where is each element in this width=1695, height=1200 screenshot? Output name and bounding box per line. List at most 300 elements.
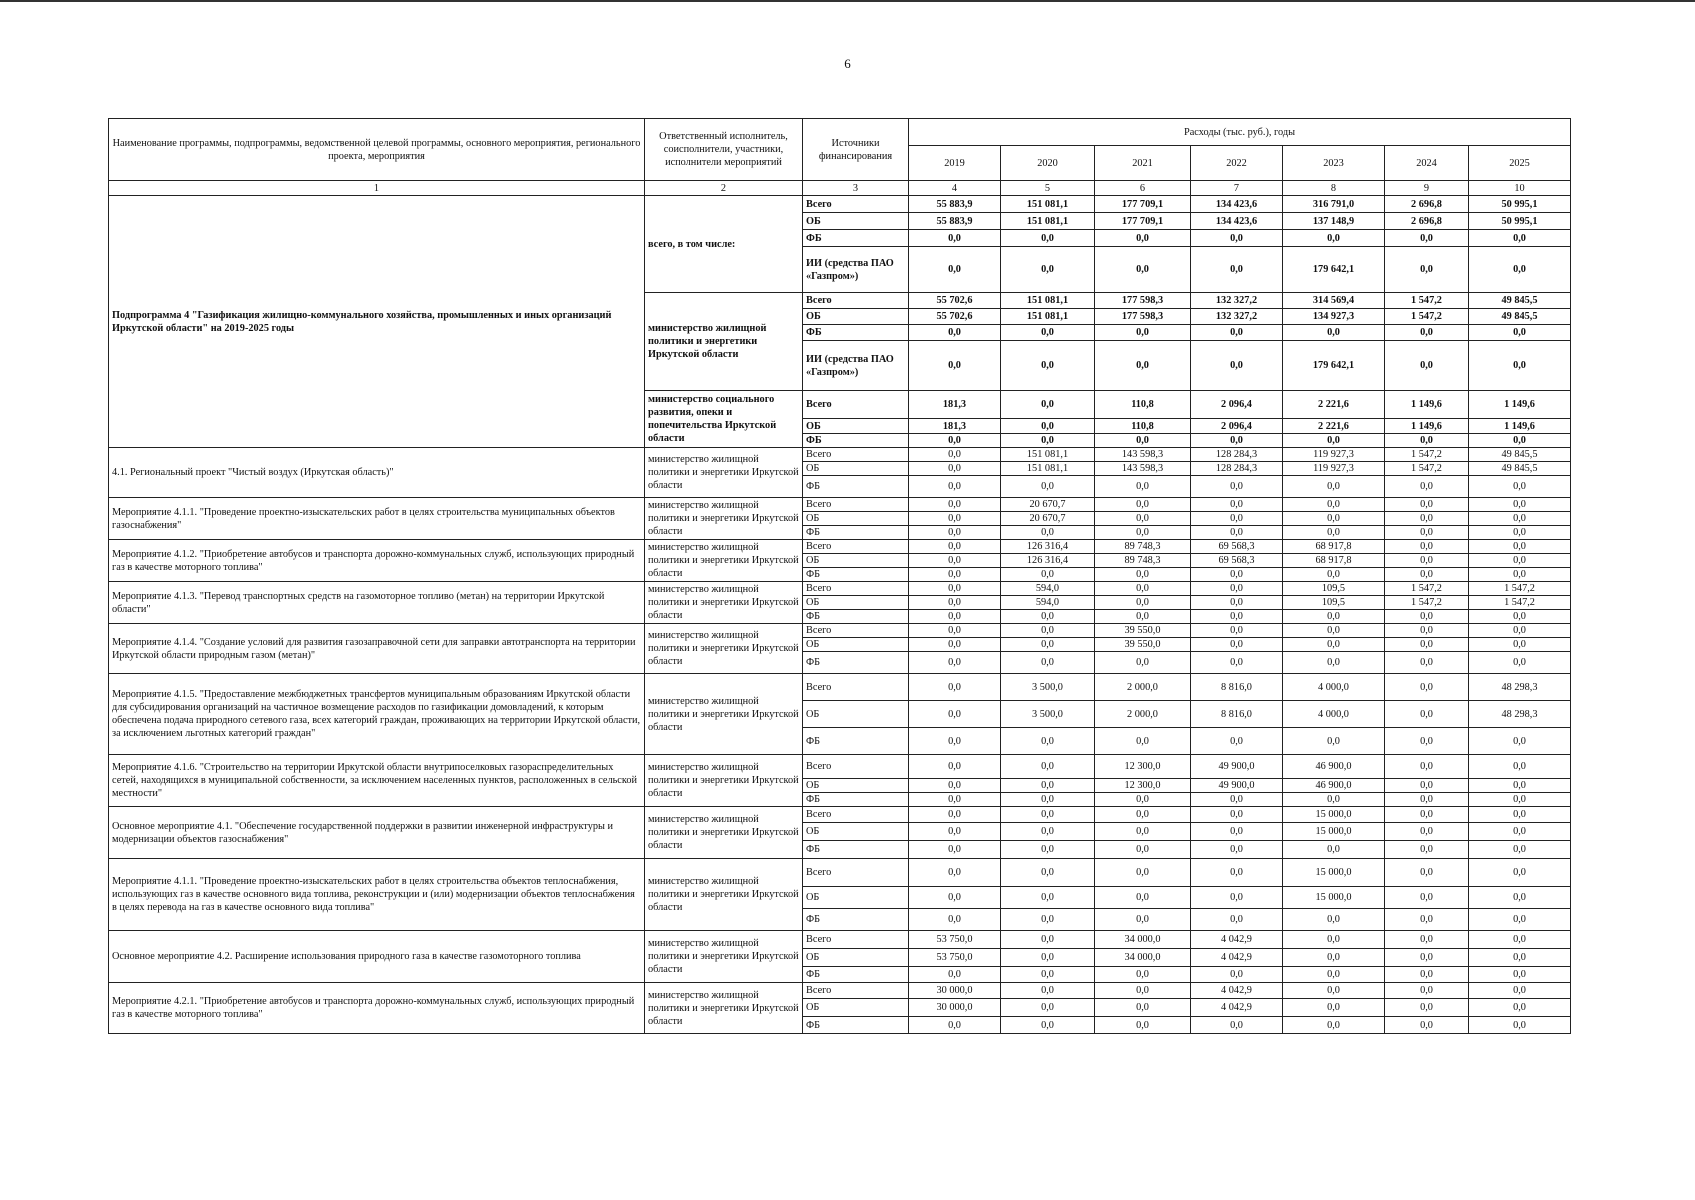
expense-value: 0,0 (1095, 341, 1191, 391)
table-body (109, 196, 1571, 1034)
expense-value: 0,0 (1385, 526, 1469, 540)
expense-value: 12 300,0 (1095, 779, 1191, 793)
expense-value: 0,0 (1283, 476, 1385, 498)
expense-value: 0,0 (1191, 512, 1283, 526)
column-number: 3 (803, 181, 909, 196)
funding-source: Всего (803, 674, 909, 701)
expense-value: 0,0 (1469, 341, 1571, 391)
funding-source: ОБ (803, 779, 909, 793)
responsible-executor: министерство жилищной политики и энергетики Иркутской области (645, 931, 803, 983)
expense-value: 0,0 (1095, 325, 1191, 341)
expense-value: 4 042,9 (1191, 999, 1283, 1017)
expense-value: 0,0 (1095, 434, 1191, 448)
expense-value: 0,0 (1191, 841, 1283, 859)
expense-value: 0,0 (1385, 859, 1469, 887)
expense-value: 0,0 (1001, 755, 1095, 779)
column-number: 4 (909, 181, 1001, 196)
expense-value: 0,0 (1283, 793, 1385, 807)
column-number: 7 (1191, 181, 1283, 196)
expense-value: 50 995,1 (1469, 213, 1571, 230)
expense-value: 0,0 (1283, 624, 1385, 638)
expense-value: 0,0 (1191, 498, 1283, 512)
funding-source: ФБ (803, 325, 909, 341)
expense-value: 151 081,1 (1001, 196, 1095, 213)
expense-value: 39 550,0 (1095, 624, 1191, 638)
expense-value: 0,0 (909, 230, 1001, 247)
header-source: Источники финансирования (803, 119, 909, 181)
header-year: 2019 (909, 146, 1001, 181)
expense-value: 119 927,3 (1283, 448, 1385, 462)
header-column-numbers (109, 181, 1571, 196)
top-rule (0, 0, 1695, 2)
responsible-executor: министерство жилищной политики и энергетики Иркутской области (645, 624, 803, 674)
expense-value: 0,0 (1095, 823, 1191, 841)
expense-value: 137 148,9 (1283, 213, 1385, 230)
expense-value: 0,0 (1095, 999, 1191, 1017)
expense-value: 0,0 (1385, 887, 1469, 909)
expense-value: 4 000,0 (1283, 701, 1385, 728)
funding-source: ОБ (803, 596, 909, 610)
expense-value: 0,0 (1283, 728, 1385, 755)
expense-value: 49 845,5 (1469, 448, 1571, 462)
expense-value: 0,0 (1283, 512, 1385, 526)
expense-value: 0,0 (1283, 1017, 1385, 1034)
table-row (109, 807, 1571, 823)
expense-value: 0,0 (909, 526, 1001, 540)
expense-value: 0,0 (1001, 909, 1095, 931)
funding-source: ОБ (803, 512, 909, 526)
expense-value: 0,0 (1095, 652, 1191, 674)
expense-value: 151 081,1 (1001, 213, 1095, 230)
column-number: 9 (1385, 181, 1469, 196)
expense-value: 30 000,0 (909, 999, 1001, 1017)
responsible-executor: министерство жилищной политики и энергетики Иркутской области (645, 498, 803, 540)
expense-value: 0,0 (1001, 230, 1095, 247)
funding-source: ФБ (803, 526, 909, 540)
header-year: 2021 (1095, 146, 1191, 181)
expense-value: 49 845,5 (1469, 462, 1571, 476)
program-name: Мероприятие 4.2.1. "Приобретение автобусов и транспорта дорожно-коммунальных служб, использующих природный газ в качестве моторного топлива" (109, 983, 645, 1034)
expense-value: 0,0 (1385, 807, 1469, 823)
expense-value: 0,0 (1095, 582, 1191, 596)
expense-value: 0,0 (1191, 434, 1283, 448)
expense-value: 0,0 (1001, 779, 1095, 793)
expense-value: 0,0 (1469, 325, 1571, 341)
expense-value: 181,3 (909, 419, 1001, 434)
funding-source: Всего (803, 391, 909, 419)
expense-value: 179 642,1 (1283, 247, 1385, 293)
funding-source: ОБ (803, 887, 909, 909)
expense-value: 0,0 (1001, 859, 1095, 887)
expense-value: 0,0 (1001, 793, 1095, 807)
column-number: 8 (1283, 181, 1385, 196)
expense-value: 0,0 (1191, 596, 1283, 610)
expense-value: 0,0 (1191, 887, 1283, 909)
funding-source: ОБ (803, 949, 909, 967)
expense-value: 69 568,3 (1191, 540, 1283, 554)
expense-value: 0,0 (1001, 983, 1095, 999)
expense-value: 1 149,6 (1385, 391, 1469, 419)
expense-value: 55 883,9 (909, 213, 1001, 230)
expense-value: 0,0 (1469, 999, 1571, 1017)
funding-source: ОБ (803, 638, 909, 652)
expense-value: 0,0 (1191, 652, 1283, 674)
expense-value: 0,0 (1095, 247, 1191, 293)
expense-value: 143 598,3 (1095, 462, 1191, 476)
program-name: Основное мероприятие 4.2. Расширение использования природного газа в качестве газомоторного топлива (109, 931, 645, 983)
header-responsible: Ответственный исполнитель, соисполнители, участники, исполнители мероприятий (645, 119, 803, 181)
expense-value: 0,0 (909, 652, 1001, 674)
expense-value: 0,0 (909, 596, 1001, 610)
expense-value: 0,0 (1283, 983, 1385, 999)
expense-value: 0,0 (1469, 512, 1571, 526)
expense-value: 4 000,0 (1283, 674, 1385, 701)
expense-value: 0,0 (1191, 610, 1283, 624)
expense-value: 0,0 (1385, 841, 1469, 859)
expense-value: 0,0 (1469, 859, 1571, 887)
expense-value: 0,0 (1001, 624, 1095, 638)
expense-value: 0,0 (1095, 610, 1191, 624)
expense-value: 0,0 (1001, 887, 1095, 909)
funding-source: ФБ (803, 728, 909, 755)
expense-value: 0,0 (909, 325, 1001, 341)
expense-value: 0,0 (1191, 638, 1283, 652)
column-number: 2 (645, 181, 803, 196)
expense-value: 0,0 (1095, 1017, 1191, 1034)
funding-source: Всего (803, 859, 909, 887)
expense-value: 181,3 (909, 391, 1001, 419)
expense-value: 2 000,0 (1095, 674, 1191, 701)
expense-value: 3 500,0 (1001, 674, 1095, 701)
expense-value: 0,0 (1095, 230, 1191, 247)
expense-value: 126 316,4 (1001, 554, 1095, 568)
expense-value: 0,0 (1095, 526, 1191, 540)
expense-value: 0,0 (1385, 476, 1469, 498)
expense-value: 30 000,0 (909, 983, 1001, 999)
program-name: 4.1. Региональный проект "Чистый воздух (Иркутская область)" (109, 448, 645, 498)
expense-value: 151 081,1 (1001, 462, 1095, 476)
expense-value: 34 000,0 (1095, 931, 1191, 949)
funding-source: Всего (803, 498, 909, 512)
funding-source: Всего (803, 807, 909, 823)
funding-source: Всего (803, 931, 909, 949)
expense-value: 0,0 (1283, 638, 1385, 652)
expense-value: 0,0 (909, 887, 1001, 909)
expense-value: 0,0 (909, 823, 1001, 841)
expense-value: 0,0 (1095, 887, 1191, 909)
expense-value: 134 423,6 (1191, 213, 1283, 230)
expense-value: 0,0 (1385, 793, 1469, 807)
expense-value: 0,0 (909, 909, 1001, 931)
expense-value: 0,0 (1283, 931, 1385, 949)
expense-value: 68 917,8 (1283, 554, 1385, 568)
expense-value: 15 000,0 (1283, 887, 1385, 909)
expense-value: 316 791,0 (1283, 196, 1385, 213)
expense-value: 314 569,4 (1283, 293, 1385, 309)
expense-value: 0,0 (1283, 841, 1385, 859)
expense-value: 0,0 (1191, 325, 1283, 341)
responsible-executor: министерство жилищной политики и энергетики Иркутской области (645, 755, 803, 807)
expense-value: 55 702,6 (909, 293, 1001, 309)
expense-value: 0,0 (1191, 624, 1283, 638)
expense-value: 0,0 (1469, 610, 1571, 624)
expense-value: 0,0 (1469, 823, 1571, 841)
table-row (109, 931, 1571, 949)
expense-value: 0,0 (1385, 554, 1469, 568)
table-row (109, 448, 1571, 462)
expense-value: 0,0 (1001, 638, 1095, 652)
expense-value: 1 547,2 (1385, 582, 1469, 596)
expense-value: 0,0 (1191, 967, 1283, 983)
expense-value: 0,0 (1283, 325, 1385, 341)
expense-value: 0,0 (1385, 247, 1469, 293)
expense-value: 0,0 (1385, 568, 1469, 582)
table-row (109, 755, 1571, 779)
expense-value: 0,0 (909, 554, 1001, 568)
expense-value: 0,0 (1469, 230, 1571, 247)
table-row (109, 582, 1571, 596)
expense-value: 68 917,8 (1283, 540, 1385, 554)
expense-value: 0,0 (1095, 596, 1191, 610)
funding-source: Всего (803, 624, 909, 638)
expense-value: 0,0 (1191, 1017, 1283, 1034)
responsible-executor: министерство жилищной политики и энергетики Иркутской области (645, 983, 803, 1034)
funding-source: Всего (803, 582, 909, 596)
expense-value: 0,0 (1385, 1017, 1469, 1034)
column-number: 5 (1001, 181, 1095, 196)
responsible-executor: министерство социального развития, опеки и попечительства Иркутской области (645, 391, 803, 448)
funding-source: ФБ (803, 230, 909, 247)
expense-value: 15 000,0 (1283, 823, 1385, 841)
expense-value: 0,0 (1191, 247, 1283, 293)
expense-value: 0,0 (909, 498, 1001, 512)
header-year: 2024 (1385, 146, 1469, 181)
expense-value: 128 284,3 (1191, 462, 1283, 476)
expense-value: 0,0 (1385, 610, 1469, 624)
funding-source: ОБ (803, 554, 909, 568)
expense-value: 0,0 (1001, 652, 1095, 674)
responsible-executor: всего, в том числе: (645, 196, 803, 293)
expense-value: 0,0 (1469, 983, 1571, 999)
table-row (109, 674, 1571, 701)
expense-value: 0,0 (909, 674, 1001, 701)
program-name: Мероприятие 4.1.2. "Приобретение автобусов и транспорта дорожно-коммунальных служб, использующих природный газ в качестве моторного топлива" (109, 540, 645, 582)
expense-value: 177 709,1 (1095, 213, 1191, 230)
expense-value: 49 845,5 (1469, 293, 1571, 309)
expense-value: 0,0 (1385, 909, 1469, 931)
expense-value: 0,0 (1001, 1017, 1095, 1034)
expense-value: 0,0 (1191, 230, 1283, 247)
expense-value: 0,0 (1001, 325, 1095, 341)
expense-value: 594,0 (1001, 582, 1095, 596)
expense-value: 20 670,7 (1001, 498, 1095, 512)
expense-value: 0,0 (1385, 638, 1469, 652)
expense-value: 8 816,0 (1191, 701, 1283, 728)
expense-value: 0,0 (1385, 728, 1469, 755)
expense-value: 0,0 (909, 755, 1001, 779)
expense-value: 3 500,0 (1001, 701, 1095, 728)
expense-value: 2 000,0 (1095, 701, 1191, 728)
header-year: 2025 (1469, 146, 1571, 181)
expense-value: 1 547,2 (1469, 582, 1571, 596)
expense-value: 0,0 (1385, 931, 1469, 949)
table-row (109, 196, 1571, 213)
expense-value: 0,0 (1191, 859, 1283, 887)
expense-value: 48 298,3 (1469, 674, 1571, 701)
expense-value: 48 298,3 (1469, 701, 1571, 728)
program-name: Мероприятие 4.1.6. "Строительство на территории Иркутской области внутрипоселковых газораспределительных сетей, находящихся в муниципальной собственности, за исключением населенных пунктов, расположенных в сельской местности" (109, 755, 645, 807)
expense-value: 109,5 (1283, 582, 1385, 596)
expense-value: 55 702,6 (909, 309, 1001, 325)
expense-value: 0,0 (1191, 341, 1283, 391)
program-name: Подпрограмма 4 "Газификация жилищно-коммунального хозяйства, промышленных и иных организаций Иркутской области" на 2019-2025 годы (109, 196, 645, 448)
expense-value: 119 927,3 (1283, 462, 1385, 476)
funding-source: ИИ (средства ПАО «Газпром») (803, 247, 909, 293)
expense-value: 0,0 (1001, 728, 1095, 755)
expense-value: 49 900,0 (1191, 779, 1283, 793)
funding-source: ФБ (803, 610, 909, 624)
expense-value: 0,0 (1385, 967, 1469, 983)
expense-value: 0,0 (1001, 341, 1095, 391)
expense-value: 0,0 (1095, 793, 1191, 807)
expense-value: 0,0 (1001, 931, 1095, 949)
expense-value: 0,0 (1095, 983, 1191, 999)
expense-value: 55 883,9 (909, 196, 1001, 213)
expense-value: 0,0 (1283, 999, 1385, 1017)
header-expenses: Расходы (тыс. руб.), годы (909, 119, 1571, 146)
program-name: Мероприятие 4.1.4. "Создание условий для развития газозаправочной сети для заправки автотранспорта на территории Иркутской области природным газом (метан)" (109, 624, 645, 674)
expense-value: 1 547,2 (1385, 596, 1469, 610)
expense-value: 0,0 (1385, 755, 1469, 779)
expense-value: 2 696,8 (1385, 213, 1469, 230)
expense-value: 179 642,1 (1283, 341, 1385, 391)
expense-value: 0,0 (1191, 793, 1283, 807)
responsible-executor: министерство жилищной политики и энергетики Иркутской области (645, 293, 803, 391)
expense-value: 0,0 (1385, 674, 1469, 701)
expense-value: 0,0 (1191, 807, 1283, 823)
expense-value: 0,0 (1469, 498, 1571, 512)
expense-value: 0,0 (1469, 887, 1571, 909)
expense-value: 0,0 (909, 728, 1001, 755)
funding-source: ФБ (803, 909, 909, 931)
expense-value: 2 221,6 (1283, 391, 1385, 419)
table-row (109, 983, 1571, 999)
expense-value: 0,0 (1191, 728, 1283, 755)
responsible-executor: министерство жилищной политики и энергетики Иркутской области (645, 582, 803, 624)
responsible-executor: министерство жилищной политики и энергетики Иркутской области (645, 674, 803, 755)
expense-value: 0,0 (1283, 498, 1385, 512)
expense-value: 53 750,0 (909, 949, 1001, 967)
expense-value: 132 327,2 (1191, 293, 1283, 309)
expense-value: 110,8 (1095, 419, 1191, 434)
expense-value: 1 547,2 (1385, 293, 1469, 309)
expense-value: 0,0 (1191, 582, 1283, 596)
expense-value: 1 149,6 (1385, 419, 1469, 434)
expense-value: 0,0 (1001, 476, 1095, 498)
expense-value: 89 748,3 (1095, 554, 1191, 568)
expense-value: 20 670,7 (1001, 512, 1095, 526)
expense-value: 0,0 (1385, 325, 1469, 341)
table-row (109, 498, 1571, 512)
expense-value: 0,0 (1283, 568, 1385, 582)
expense-value: 0,0 (1095, 859, 1191, 887)
column-number: 1 (109, 181, 645, 196)
expense-value: 0,0 (1385, 949, 1469, 967)
expense-value: 0,0 (1469, 434, 1571, 448)
program-name: Мероприятие 4.1.5. "Предоставление межбюджетных трансфертов муниципальным образованиям Иркутской области для субсидирования организаций на частичное возмещение расходов по газификации домовладений, к которым обеспечена подача природного сетевого газа, всех категорий граждан, проживающих на территории Иркутской области, за исключением льготных категорий граждан" (109, 674, 645, 755)
expense-value: 0,0 (1001, 610, 1095, 624)
expense-value: 0,0 (1469, 652, 1571, 674)
funding-source: ОБ (803, 823, 909, 841)
page-number: 6 (844, 56, 851, 71)
expense-value: 126 316,4 (1001, 540, 1095, 554)
expense-value: 0,0 (1385, 983, 1469, 999)
expense-value: 0,0 (1191, 568, 1283, 582)
expense-value: 0,0 (1469, 624, 1571, 638)
expense-value: 0,0 (1283, 967, 1385, 983)
funding-source: Всего (803, 540, 909, 554)
expense-value: 0,0 (1283, 610, 1385, 624)
column-number: 10 (1469, 181, 1571, 196)
expense-value: 0,0 (909, 793, 1001, 807)
funding-source: Всего (803, 448, 909, 462)
expense-value: 0,0 (909, 582, 1001, 596)
expense-value: 0,0 (1001, 526, 1095, 540)
expense-value: 0,0 (909, 779, 1001, 793)
expense-value: 0,0 (1385, 230, 1469, 247)
expense-value: 49 845,5 (1469, 309, 1571, 325)
expense-value: 0,0 (909, 476, 1001, 498)
expense-value: 0,0 (1469, 909, 1571, 931)
expense-value: 0,0 (909, 512, 1001, 526)
program-name: Основное мероприятие 4.1. "Обеспечение государственной поддержки в развитии инженерной инфраструктуры и модернизации объектов газоснабжения" (109, 807, 645, 859)
expense-value: 0,0 (1001, 841, 1095, 859)
expense-value: 0,0 (909, 610, 1001, 624)
expense-value: 4 042,9 (1191, 949, 1283, 967)
expense-value: 0,0 (1385, 823, 1469, 841)
expense-value: 0,0 (909, 462, 1001, 476)
expense-value: 177 598,3 (1095, 293, 1191, 309)
funding-source: ФБ (803, 1017, 909, 1034)
expense-value: 0,0 (1001, 807, 1095, 823)
funding-source: ОБ (803, 309, 909, 325)
expense-value: 0,0 (1095, 498, 1191, 512)
header-year: 2020 (1001, 146, 1095, 181)
expense-value: 594,0 (1001, 596, 1095, 610)
program-name: Мероприятие 4.1.3. "Перевод транспортных средств на газомоторное топливо (метан) на территории Иркутской области" (109, 582, 645, 624)
expense-value: 0,0 (1001, 247, 1095, 293)
expense-value: 0,0 (1001, 823, 1095, 841)
expense-value: 0,0 (1095, 909, 1191, 931)
expense-value: 0,0 (1095, 476, 1191, 498)
expense-value: 0,0 (1469, 949, 1571, 967)
expense-value: 0,0 (1385, 498, 1469, 512)
expense-value: 53 750,0 (909, 931, 1001, 949)
expense-value: 0,0 (1001, 419, 1095, 434)
expense-value: 177 598,3 (1095, 309, 1191, 325)
funding-source: ФБ (803, 434, 909, 448)
funding-source: ФБ (803, 476, 909, 498)
expense-value: 1 149,6 (1469, 419, 1571, 434)
expense-value: 0,0 (1469, 931, 1571, 949)
column-number: 6 (1095, 181, 1191, 196)
expense-value: 12 300,0 (1095, 755, 1191, 779)
expense-value: 0,0 (1001, 391, 1095, 419)
header-year: 2022 (1191, 146, 1283, 181)
expenses-table (108, 118, 1571, 1034)
funding-source: ФБ (803, 967, 909, 983)
expense-value: 1 149,6 (1469, 391, 1571, 419)
